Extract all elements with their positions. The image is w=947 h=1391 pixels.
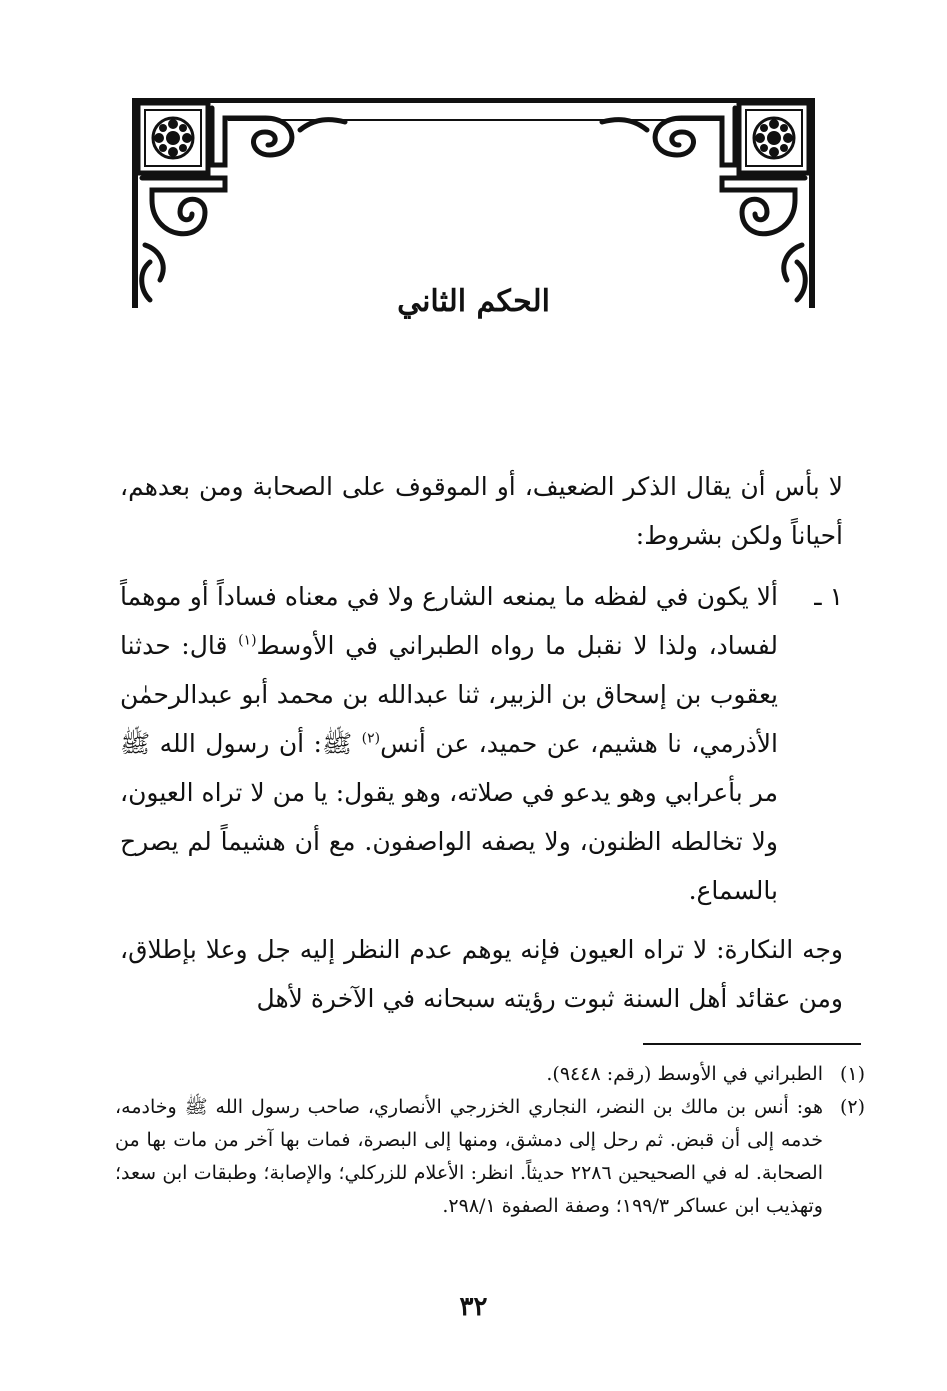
footnote-item (115, 1091, 865, 1223)
paragraph-explanation: وجه النكارة: لا تراه العيون فإنه يوهم عدم النظر إليه جل وعلا بإطلاق، ومن عقائد أهل السنة ثبوت رؤيته سبحانه في الآخرة لأهل (120, 935, 843, 1013)
decorative-header-frame (0, 0, 947, 320)
scroll-ornament-icon (602, 108, 735, 165)
page-title: الحكم الثاني (397, 284, 550, 319)
list-item-text-part: ألا يكون في لفظه ما يمنعه الشارع ولا في معناه فساداً أو موهماً لفساد، ولذا لا نقبل ما رواه الطبراني في الأوسط (120, 582, 778, 660)
list-item-text (120, 572, 778, 915)
frame-top-bar (132, 98, 815, 103)
footnote-text: هو: أنس بن مالك بن النضر، النجاري الخزرجي الأنصاري، صاحب رسول الله ﷺ وخادمه، خدمه إلى أن قبض. ثم رحل إلى دمشق، ومنها إلى البصرة، فمات بها آخر من مات بها من الصحابة. له في الصحيحين ٢٢٨٦ حديثاً. انظر: الأعلام للزركلي؛ والإصابة؛ وطبقات ابن سعد؛ وتهذيب ابن عساكر ١٩٩/٣؛ وصفة الصفوة ٢٩٨/١. (115, 1096, 823, 1217)
paragraph-intro: لا بأس أن يقال الذكر الضعيف، أو الموقوف على الصحابة ومن بعدهم، أحياناً ولكن بشروط: (120, 472, 843, 550)
list-item-text-part: قال: حدثنا يعقوب بن إسحاق بن الزبير، ثنا عبدالله بن محمد أبو عبدالرحمٰن الأذرمي، نا هشيم، عن حميد، عن أنس (120, 631, 778, 758)
footnotes-section (115, 1058, 865, 1223)
floral-rosette-icon (138, 103, 208, 173)
page-number: ٣٢ (459, 1292, 488, 1322)
main-text (120, 462, 843, 1035)
scroll-ornament-icon (212, 108, 345, 165)
footnote-reference: (٢) (361, 730, 381, 747)
footnote-divider (643, 1043, 861, 1045)
list-item-text-part: ﷺ: أن رسول الله ﷺ مر بأعرابي وهو يدعو في صلاته، وهو يقول: يا من لا تراه العيون، ولا تخالطه الظنون، ولا يصفه الواصفون. مع أن هشيماً لم يصرح بالسماع. (120, 729, 778, 905)
footnote-number: (٢) (839, 1096, 865, 1118)
footnote-text: الطبراني في الأوسط (رقم: ٩٤٤٨). (546, 1063, 823, 1085)
footnote-number: (١) (839, 1063, 865, 1085)
footnote-item (115, 1058, 865, 1091)
floral-rosette-icon (739, 103, 809, 173)
footnote-reference: (١) (238, 632, 257, 649)
list-item-number: ١ ـ (814, 582, 843, 611)
list-item (120, 572, 843, 915)
